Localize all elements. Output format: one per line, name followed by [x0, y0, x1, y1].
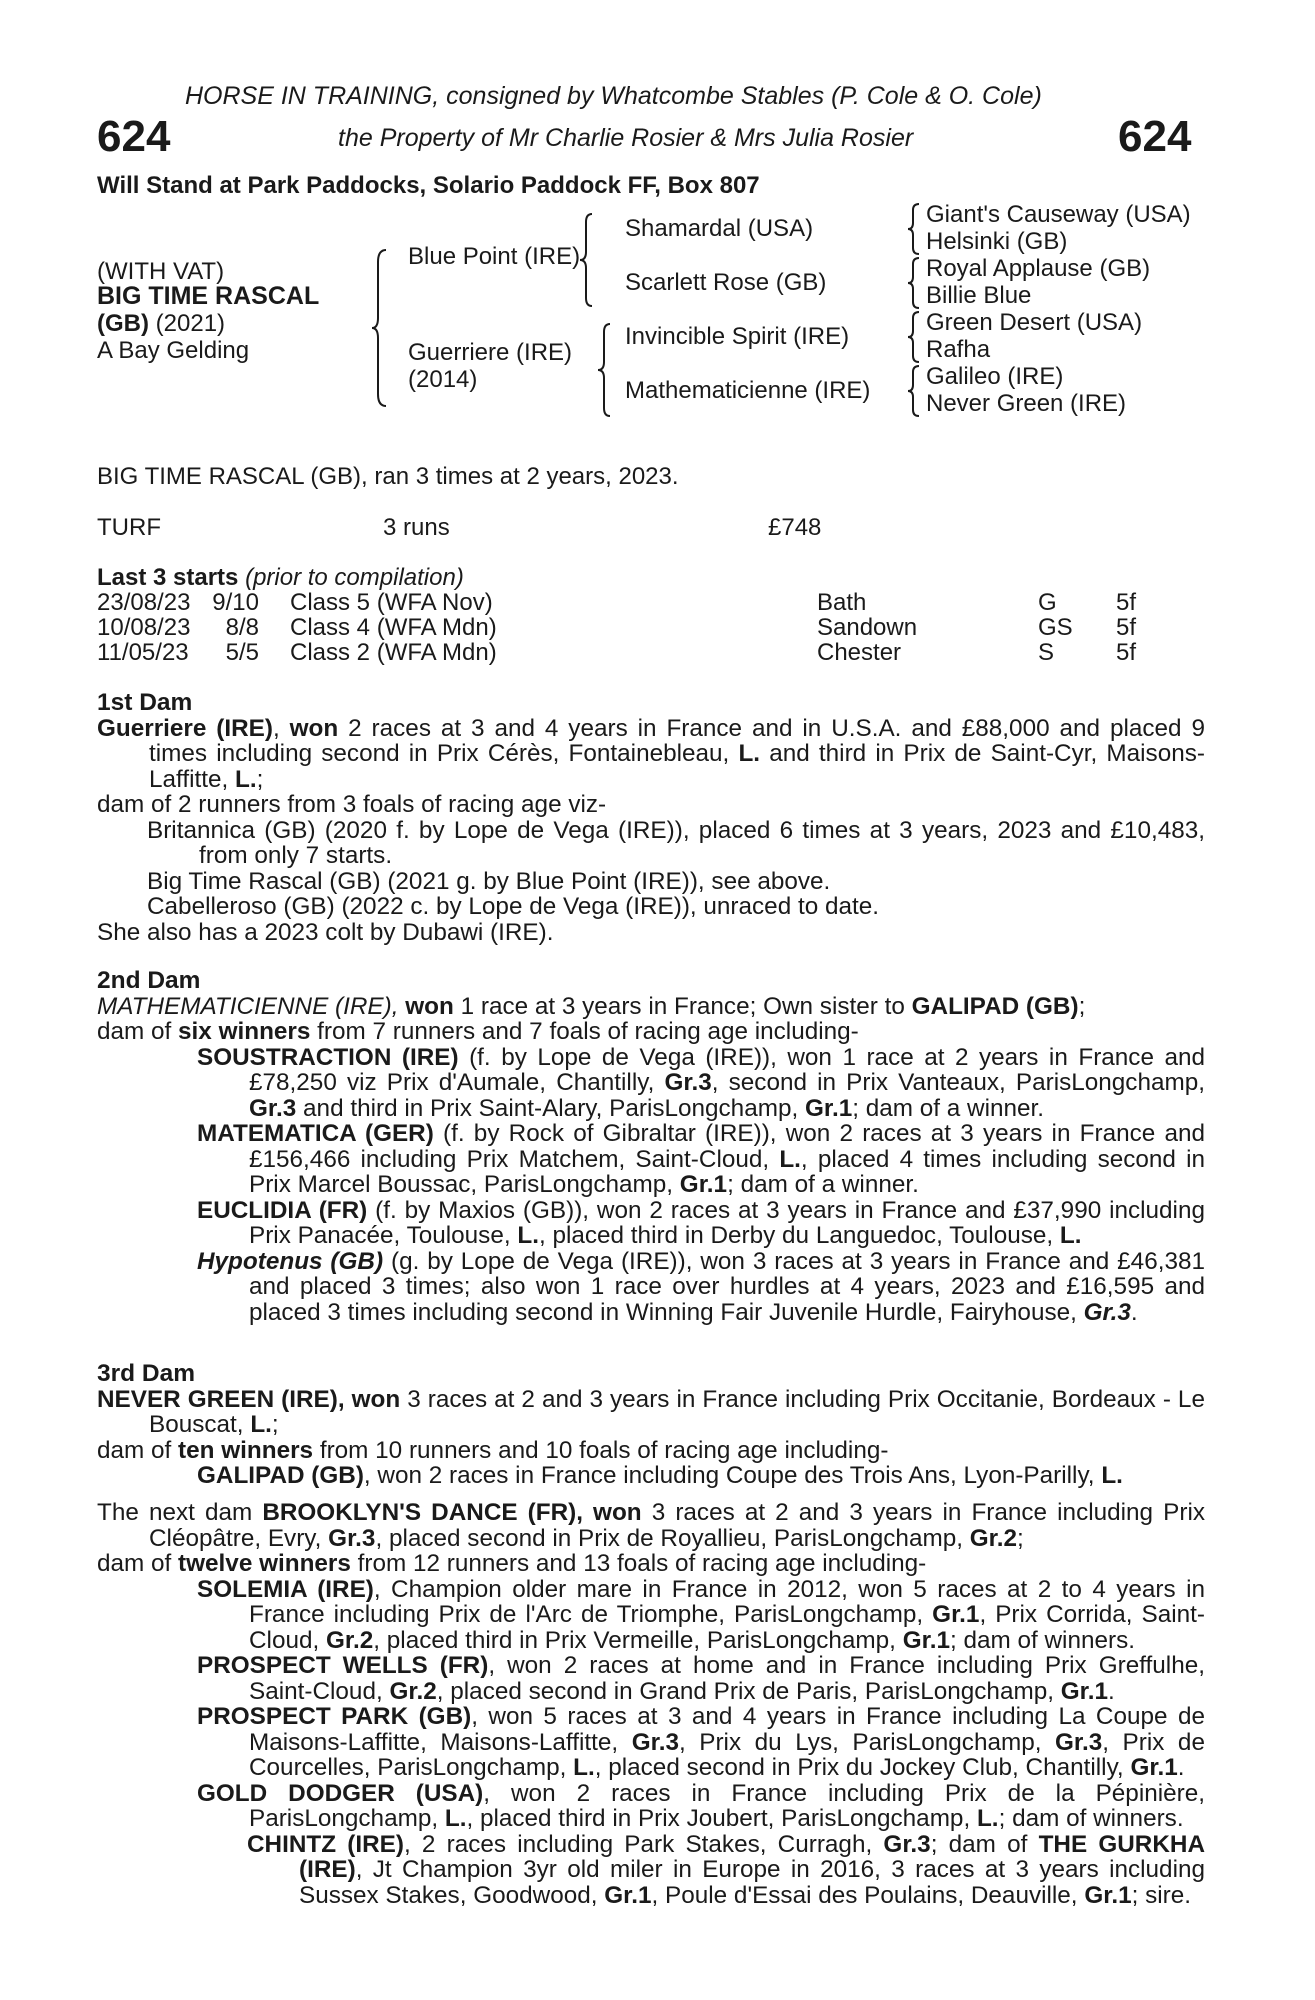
last-starts-heading: Last 3 starts (prior to compilation) — [97, 564, 464, 591]
dam-dam: Mathematicienne (IRE) — [625, 377, 871, 404]
produce-item: PROSPECT WELLS (FR), won 2 races at home and in France including Prix Greffulhe, Saint-Cloud, Gr.2, placed second in Grand Prix de Paris, ParisLongchamp, Gr.1. — [197, 1652, 1205, 1705]
g3-ancestor: Galileo (IRE) — [926, 363, 1064, 390]
stand-location: Will Stand at Park Paddocks, Solario Paddock FF, Box 807 — [97, 172, 760, 199]
start-position: 9/10 — [212, 589, 259, 616]
turf-runs: 3 runs — [383, 514, 450, 541]
start-distance: 5f — [1116, 589, 1137, 616]
lot-number-left: 624 — [97, 112, 171, 161]
pedigree-brace-g3-3 — [906, 310, 922, 364]
pedigree-brace-sire — [578, 212, 596, 308]
produce-item: GOLD DODGER (USA), won 2 races in France including Prix de la Pépinière, ParisLongchamp, L., placed third in Prix Joubert, ParisLongchamp, L.; dam of winners. — [197, 1779, 1205, 1832]
produce-item: EUCLIDIA (FR) (f. by Maxios (GB)), won 2 races at 3 years in France and £37,990 including Prix Panacée, Toulouse, L., placed third in Derby du Languedoc, Toulouse, L. — [197, 1196, 1205, 1249]
third-dam-record: NEVER GREEN (IRE), won 3 races at 2 and 3 years in France including Prix Occitanie, Bordeaux - Le Bouscat, L.; — [97, 1385, 1205, 1438]
g3-ancestor: Giant's Causeway (USA) — [926, 201, 1191, 228]
turf-earnings: £748 — [768, 514, 822, 541]
pedigree-brace-g3-2 — [906, 256, 922, 310]
produce-item: Britannica (GB) (2020 f. by Lope de Vega (IRE)), placed 6 times at 3 years, 2023 and £10,483, from only 7 starts. — [147, 816, 1205, 869]
start-distance: 5f — [1116, 639, 1137, 666]
dam-year: (2014) — [408, 366, 478, 393]
second-dam-heading: 2nd Dam — [97, 967, 201, 994]
sire-sire: Shamardal (USA) — [625, 215, 814, 242]
pedigree-brace-gen1 — [370, 248, 390, 408]
third-dam-heading: 3rd Dam — [97, 1360, 196, 1387]
second-dam-produce-intro: dam of six winners from 7 runners and 7 foals of racing age including- — [97, 1018, 859, 1045]
start-race: Class 4 (WFA Mdn) — [290, 614, 497, 641]
produce-item: SOLEMIA (IRE), Champion older mare in France in 2012, won 5 races at 2 to 4 years in France including Prix de l'Arc de Triomphe, ParisLongchamp, Gr.1, Prix Corrida, Saint-Cloud, Gr.2, placed third in Prix Vermeille, ParisLongchamp, Gr.1; dam of winners. — [197, 1575, 1205, 1654]
start-position: 8/8 — [225, 614, 259, 641]
horse-country-year: (GB) (2021) — [97, 310, 226, 337]
first-dam-record: Guerriere (IRE), won 2 races at 3 and 4 years in France and in U.S.A. and £88,000 and placed 9 times including second in Prix Cérès, Fontainebleau, L. and third in Prix de Saint-Cyr, Maisons-Laffitte, L.; — [97, 714, 1205, 793]
second-dam-section — [97, 968, 1205, 1325]
start-race: Class 5 (WFA Nov) — [290, 589, 493, 616]
pedigree-brace-g3-4 — [906, 364, 922, 418]
start-distance: 5f — [1116, 614, 1137, 641]
start-position: 5/5 — [225, 639, 259, 666]
next-dam-record: The next dam BROOKLYN'S DANCE (FR), won 3 races at 2 and 3 years in France including Prix Cléopâtre, Evry, Gr.3, placed second in Prix de Royallieu, ParisLongchamp, Gr.2; — [97, 1499, 1205, 1552]
first-dam-section — [97, 690, 1205, 945]
produce-item: Hypotenus (GB) (g. by Lope de Vega (IRE)), won 3 races at 3 years in France and £46,381 and placed 3 times; also won 1 race over hurdles at 4 years, 2023 and £16,595 and placed 3 times including second in Winning Fair Juvenile Hurdle, Fairyhouse, Gr.3. — [197, 1247, 1205, 1326]
start-course: Chester — [817, 639, 902, 666]
produce-item: Cabelleroso (GB) (2022 c. by Lope de Vega (IRE)), unraced to date. — [147, 893, 880, 920]
g3-ancestor: Rafha — [926, 336, 991, 363]
start-race: Class 2 (WFA Mdn) — [290, 639, 497, 666]
owner-line: the Property of Mr Charlie Rosier & Mrs Julia Rosier — [338, 124, 914, 152]
produce-item: GALIPAD (GB), won 2 races in France including Coupe des Trois Ans, Lyon-Parilly, L. — [197, 1462, 1123, 1489]
start-going: S — [1038, 639, 1055, 666]
start-date: 10/08/23 — [97, 614, 191, 641]
horse-description: A Bay Gelding — [97, 337, 250, 364]
horse-name: BIG TIME RASCAL — [97, 282, 320, 310]
first-dam-heading: 1st Dam — [97, 689, 193, 716]
next-dam-produce-intro: dam of twelve winners from 12 runners and 13 foals of racing age including- — [97, 1550, 927, 1577]
consignor-line: HORSE IN TRAINING, consigned by Whatcombe Stables (P. Cole & O. Cole) — [185, 82, 1042, 110]
third-dam-section — [97, 1361, 1205, 1489]
dam-sire: Invincible Spirit (IRE) — [625, 323, 850, 350]
start-going: GS — [1038, 614, 1073, 641]
g3-ancestor: Helsinki (GB) — [926, 228, 1068, 255]
start-date: 23/08/23 — [97, 589, 191, 616]
start-course: Sandown — [817, 614, 918, 641]
race-summary: BIG TIME RASCAL (GB), ran 3 times at 2 years, 2023. — [97, 463, 679, 490]
dam-name: Guerriere (IRE) — [408, 339, 573, 366]
g3-ancestor: Billie Blue — [926, 282, 1032, 309]
sire-dam: Scarlett Rose (GB) — [625, 269, 827, 296]
start-going: G — [1038, 589, 1057, 616]
sire-name: Blue Point (IRE) — [408, 243, 581, 270]
third-dam-produce-intro: dam of ten winners from 10 runners and 10 foals of racing age including- — [97, 1436, 889, 1464]
pedigree-brace-dam — [596, 322, 614, 418]
produce-item: MATEMATICA (GER) (f. by Rock of Gibraltar (IRE)), won 2 races at 3 years in France and £156,466 including Prix Matchem, Saint-Cloud, L., placed 4 times including second in Prix Marcel Boussac, ParisLongchamp, Gr.1; dam of a winner. — [197, 1120, 1205, 1198]
start-date: 11/05/23 — [97, 639, 189, 666]
produce-item: SOUSTRACTION (IRE) (f. by Lope de Vega (IRE)), won 1 race at 2 years in France and £78,250 viz Prix d'Aumale, Chantilly, Gr.3, second in Prix Vanteaux, ParisLongchamp, Gr.3 and third in Prix Saint-Alary, ParisLongchamp, Gr.1; dam of a winner. — [197, 1043, 1206, 1122]
g3-ancestor: Never Green (IRE) — [926, 390, 1127, 417]
produce-item: CHINTZ (IRE), 2 races including Park Stakes, Curragh, Gr.3; dam of THE GURKHA (IRE), Jt Champion 3yr old miler in Europe in 2016, 3 races at 3 years including Sussex Stakes, Goodwood, Gr.1, Poule d'Essai des Poulains, Deauville, Gr.1; sire. — [247, 1830, 1205, 1909]
produce-item: Big Time Rascal (GB) (2021 g. by Blue Point (IRE)), see above. — [147, 867, 831, 895]
last-starts-table — [97, 589, 1205, 667]
first-dam-produce-intro: dam of 2 runners from 3 foals of racing age viz- — [97, 791, 607, 818]
start-course: Bath — [817, 589, 867, 616]
vat-note: (WITH VAT) — [97, 258, 225, 285]
turf-label: TURF — [97, 514, 161, 541]
g3-ancestor: Royal Applause (GB) — [926, 255, 1151, 282]
next-dam-section — [97, 1500, 1205, 1908]
second-dam-record: MATHEMATICIENNE (IRE), won 1 race at 3 years in France; Own sister to GALIPAD (GB); — [97, 992, 1086, 1020]
pedigree-brace-g3-1 — [906, 202, 922, 256]
g3-ancestor: Green Desert (USA) — [926, 309, 1143, 336]
lot-number-right: 624 — [1118, 112, 1192, 161]
first-dam-also: She also has a 2023 colt by Dubawi (IRE). — [97, 918, 554, 946]
produce-item: PROSPECT PARK (GB), won 5 races at 3 and 4 years in France including La Coupe de Maisons-Laffitte, Maisons-Laffitte, Gr.3, Prix du Lys, ParisLongchamp, Gr.3, Prix de Courcelles, ParisLongchamp, L., placed second in Prix du Jockey Club, Chantilly, Gr.1. — [197, 1703, 1205, 1781]
